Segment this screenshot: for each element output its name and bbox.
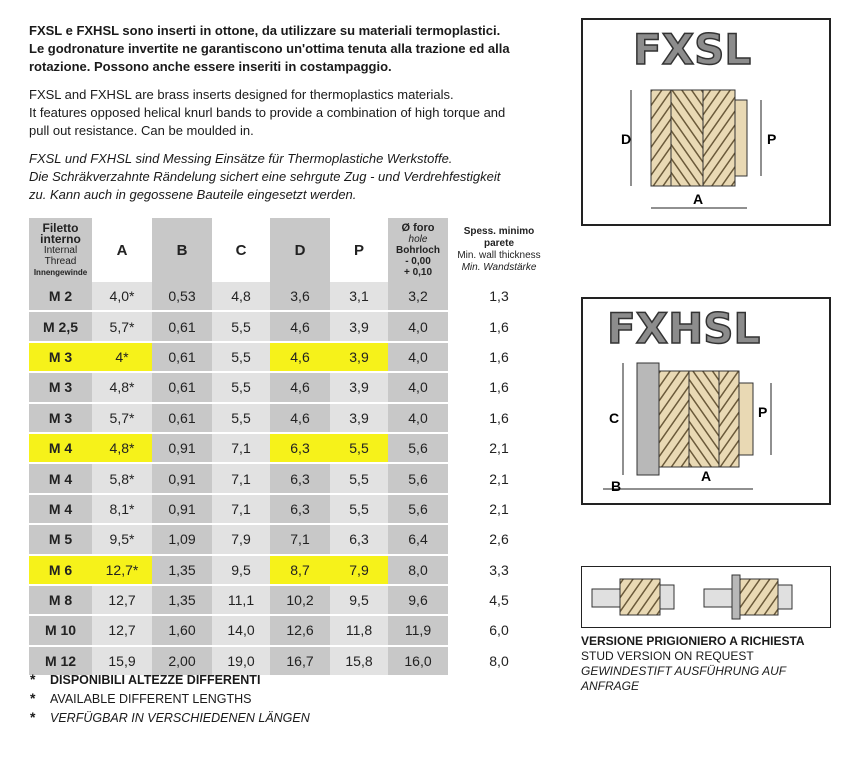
cell-c: 11,1 bbox=[212, 586, 270, 616]
cell-foro: 4,0 bbox=[388, 343, 448, 373]
cell-a: 8,1* bbox=[92, 495, 152, 525]
cell-foro: 11,9 bbox=[388, 616, 448, 646]
cell-spess: 2,1 bbox=[448, 464, 550, 494]
fxhsl-title: FXHSL bbox=[607, 304, 761, 353]
cell-spess: 2,1 bbox=[448, 495, 550, 525]
table-row bbox=[29, 312, 550, 342]
cell-c: 7,9 bbox=[212, 525, 270, 555]
cell-p: 3,1 bbox=[330, 282, 388, 312]
table-row bbox=[29, 434, 550, 464]
fxsl-title: FXSL bbox=[633, 25, 752, 74]
cell-thread: M 2,5 bbox=[29, 312, 92, 342]
table-row bbox=[29, 404, 550, 434]
fxhsl-p-label: P bbox=[758, 404, 768, 420]
cell-foro: 4,0 bbox=[388, 373, 448, 403]
intro-text bbox=[29, 22, 569, 204]
cell-p: 11,8 bbox=[330, 616, 388, 646]
cell-thread: M 12 bbox=[29, 647, 92, 677]
fxsl-a-label: A bbox=[693, 191, 704, 207]
cell-foro: 5,6 bbox=[388, 495, 448, 525]
cell-thread: M 4 bbox=[29, 495, 92, 525]
cell-spess: 1,6 bbox=[448, 373, 550, 403]
cell-d: 6,3 bbox=[270, 464, 330, 494]
header-p: P bbox=[353, 241, 364, 259]
cell-c: 7,1 bbox=[212, 495, 270, 525]
intro-german: FXSL und FXHSL sind Messing Einsätze für Thermoplastiche Werkstoffe. Die Schräkverzahnte Rändelung sichert eine sehrgute Zug - und Verdrehfestigkeit zu. Kann auch in gegossene Bauteile eingesetzt werden. bbox=[29, 151, 501, 202]
cell-spess: 1,3 bbox=[448, 282, 550, 312]
stud-caption bbox=[581, 634, 841, 694]
cell-spess: 1,6 bbox=[448, 404, 550, 434]
table-row bbox=[29, 373, 550, 403]
table-row bbox=[29, 525, 550, 555]
cell-p: 9,5 bbox=[330, 586, 388, 616]
cell-a: 4,8* bbox=[92, 373, 152, 403]
cell-spess: 2,1 bbox=[448, 434, 550, 464]
header-d: D bbox=[270, 218, 330, 282]
cell-a: 12,7 bbox=[92, 586, 152, 616]
cell-spess: 6,0 bbox=[448, 616, 550, 646]
cell-thread: M 5 bbox=[29, 525, 92, 555]
cell-spess: 1,6 bbox=[448, 312, 550, 342]
cell-foro: 16,0 bbox=[388, 647, 448, 677]
table-row bbox=[29, 464, 550, 494]
cell-p: 5,5 bbox=[330, 434, 388, 464]
cell-thread: M 10 bbox=[29, 616, 92, 646]
note-english: AVAILABLE DIFFERENT LENGTHS bbox=[50, 692, 252, 706]
cell-c: 7,1 bbox=[212, 464, 270, 494]
cell-p: 6,3 bbox=[330, 525, 388, 555]
cell-d: 3,6 bbox=[270, 282, 330, 312]
cell-c: 9,5 bbox=[212, 556, 270, 586]
stud-drawing bbox=[582, 567, 828, 625]
intro-english: FXSL and FXHSL are brass inserts designed for thermoplastics materials. It features opposed helical knurl bands to provide a combination of high torque and pull out resistance. Can be moulded in. bbox=[29, 87, 506, 138]
stud-english: STUD VERSION ON REQUEST bbox=[581, 649, 754, 663]
table-row bbox=[29, 282, 550, 312]
table-row bbox=[29, 616, 550, 646]
cell-d: 12,6 bbox=[270, 616, 330, 646]
header-a: A bbox=[116, 241, 128, 259]
cell-p: 3,9 bbox=[330, 404, 388, 434]
cell-b: 1,35 bbox=[152, 556, 212, 586]
fxsl-drawing bbox=[583, 20, 829, 224]
cell-p: 7,9 bbox=[330, 556, 388, 586]
cell-a: 12,7 bbox=[92, 616, 152, 646]
cell-thread: M 3 bbox=[29, 404, 92, 434]
cell-a: 15,9 bbox=[92, 647, 152, 677]
cell-foro: 4,0 bbox=[388, 312, 448, 342]
cell-c: 14,0 bbox=[212, 616, 270, 646]
fxhsl-drawing bbox=[583, 299, 829, 503]
cell-c: 7,1 bbox=[212, 434, 270, 464]
stud-german-2: ANFRAGE bbox=[581, 679, 640, 693]
cell-spess: 2,6 bbox=[448, 525, 550, 555]
cell-d: 4,6 bbox=[270, 373, 330, 403]
fxsl-p-label: P bbox=[767, 131, 777, 147]
cell-p: 3,9 bbox=[330, 373, 388, 403]
cell-thread: M 4 bbox=[29, 434, 92, 464]
cell-thread: M 4 bbox=[29, 464, 92, 494]
fxhsl-a-label: A bbox=[701, 468, 712, 484]
table-row bbox=[29, 495, 550, 525]
cell-c: 5,5 bbox=[212, 343, 270, 373]
header-wall: Spess. minimo parete Min. wall thickness Min. Wandstärke bbox=[457, 226, 541, 273]
cell-foro: 9,6 bbox=[388, 586, 448, 616]
cell-thread: M 6 bbox=[29, 556, 92, 586]
cell-b: 0,61 bbox=[152, 404, 212, 434]
cell-p: 5,5 bbox=[330, 464, 388, 494]
cell-d: 4,6 bbox=[270, 343, 330, 373]
asterisk: * bbox=[30, 671, 36, 687]
cell-c: 5,5 bbox=[212, 373, 270, 403]
cell-a: 5,7* bbox=[92, 312, 152, 342]
cell-a: 12,7* bbox=[92, 556, 152, 586]
intro-italian: FXSL e FXHSL sono inserti in ottone, da utilizzare su materiali termoplastici. Le godronature invertite ne garantiscono un'ottima tenuta alla trazione ed alla rotazione. Possono anche essere inseriti in costampaggio. bbox=[29, 23, 510, 74]
cell-thread: M 8 bbox=[29, 586, 92, 616]
cell-b: 0,91 bbox=[152, 464, 212, 494]
stud-italian: VERSIONE PRIGIONIERO A RICHIESTA bbox=[581, 634, 805, 648]
notes bbox=[30, 670, 430, 727]
cell-a: 9,5* bbox=[92, 525, 152, 555]
cell-c: 5,5 bbox=[212, 312, 270, 342]
stud-diagram bbox=[581, 566, 831, 628]
header-thread: Filetto interno Internal Thread Innengewinde bbox=[29, 218, 92, 282]
table-row bbox=[29, 343, 550, 373]
cell-p: 15,8 bbox=[330, 647, 388, 677]
cell-spess: 4,5 bbox=[448, 586, 550, 616]
stud-german-1: GEWINDESTIFT AUSFÜHRUNG AUF bbox=[581, 664, 787, 678]
cell-b: 0,61 bbox=[152, 312, 212, 342]
fxhsl-diagram bbox=[581, 297, 831, 505]
cell-foro: 5,6 bbox=[388, 434, 448, 464]
table-row bbox=[29, 556, 550, 586]
cell-thread: M 3 bbox=[29, 343, 92, 373]
fxsl-d-label: D bbox=[621, 131, 632, 147]
spec-table bbox=[29, 218, 550, 677]
cell-p: 3,9 bbox=[330, 343, 388, 373]
cell-c: 4,8 bbox=[212, 282, 270, 312]
cell-b: 0,91 bbox=[152, 495, 212, 525]
cell-a: 5,8* bbox=[92, 464, 152, 494]
cell-b: 0,61 bbox=[152, 373, 212, 403]
cell-b: 0,91 bbox=[152, 434, 212, 464]
cell-thread: M 3 bbox=[29, 373, 92, 403]
cell-b: 1,60 bbox=[152, 616, 212, 646]
cell-a: 4,0* bbox=[92, 282, 152, 312]
table-row bbox=[29, 586, 550, 616]
cell-p: 5,5 bbox=[330, 495, 388, 525]
fxhsl-c-label: C bbox=[609, 410, 620, 426]
cell-c: 5,5 bbox=[212, 404, 270, 434]
cell-foro: 8,0 bbox=[388, 556, 448, 586]
asterisk: * bbox=[30, 690, 36, 706]
fxsl-diagram bbox=[581, 18, 831, 226]
cell-d: 8,7 bbox=[270, 556, 330, 586]
cell-b: 0,61 bbox=[152, 343, 212, 373]
cell-a: 4,8* bbox=[92, 434, 152, 464]
cell-thread: M 2 bbox=[29, 282, 92, 312]
cell-b: 0,53 bbox=[152, 282, 212, 312]
cell-foro: 6,4 bbox=[388, 525, 448, 555]
cell-foro: 5,6 bbox=[388, 464, 448, 494]
cell-spess: 3,3 bbox=[448, 556, 550, 586]
cell-foro: 4,0 bbox=[388, 404, 448, 434]
cell-p: 3,9 bbox=[330, 312, 388, 342]
cell-d: 10,2 bbox=[270, 586, 330, 616]
cell-d: 6,3 bbox=[270, 495, 330, 525]
header-c: C bbox=[235, 241, 247, 259]
cell-d: 4,6 bbox=[270, 404, 330, 434]
cell-d: 16,7 bbox=[270, 647, 330, 677]
cell-spess: 1,6 bbox=[448, 343, 550, 373]
cell-c: 19,0 bbox=[212, 647, 270, 677]
cell-a: 5,7* bbox=[92, 404, 152, 434]
note-german: VERFÜGBAR IN VERSCHIEDENEN LÄNGEN bbox=[50, 711, 310, 725]
cell-b: 1,35 bbox=[152, 586, 212, 616]
fxhsl-b-label: B bbox=[611, 478, 622, 494]
header-hole: Ø foro hole Bohrloch - 0,00 + 0,10 bbox=[388, 218, 448, 282]
cell-d: 4,6 bbox=[270, 312, 330, 342]
cell-d: 6,3 bbox=[270, 434, 330, 464]
cell-a: 4* bbox=[92, 343, 152, 373]
note-italian: DISPONIBILI ALTEZZE DIFFERENTI bbox=[50, 673, 261, 687]
asterisk: * bbox=[30, 709, 36, 725]
cell-spess: 8,0 bbox=[448, 647, 550, 677]
header-b: B bbox=[152, 218, 212, 282]
cell-foro: 3,2 bbox=[388, 282, 448, 312]
cell-d: 7,1 bbox=[270, 525, 330, 555]
cell-b: 2,00 bbox=[152, 647, 212, 677]
cell-b: 1,09 bbox=[152, 525, 212, 555]
